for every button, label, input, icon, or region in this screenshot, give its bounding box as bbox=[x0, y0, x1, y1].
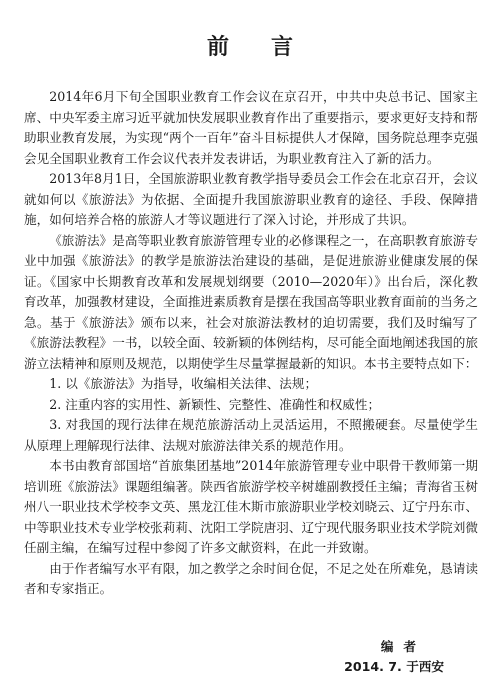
feature-item-1: 1. 以《旅游法》为指导，收编相关法律、法规； bbox=[49, 376, 318, 391]
feature-list bbox=[24, 374, 478, 456]
preface-body bbox=[24, 87, 478, 600]
signature-block bbox=[344, 637, 444, 677]
paragraph-3: 《旅游法》是高等职业教育旅游管理专业的必修课程之一，在高职教育旅游专业中加强《旅游法》的教学是旅游法治建设的基础，是促进旅游业健康发展的保证。《国家中长期教育改革和发展规划纲要（2010—2020年）》出台后，深化教育改革，加强教材建设，全面推进素质教育是摆在我国高等职业教育面前的当务之急。基于《旅游法》颁布以来，社会对旅游法教材的迫切需要，我们及时编写了《旅游法教程》一书，以较全面、较新颖的体例结构，尽可能全面地阐述我国的旅游立法精神和原则及规范，以期使学生尽量掌握最新的知识。本书主要特点如下： bbox=[24, 232, 478, 371]
page-title bbox=[24, 30, 478, 61]
preface-page bbox=[24, 30, 478, 600]
signature-date-place: 2014. 7. 于西安 bbox=[344, 659, 444, 674]
paragraph-apology: 由于作者编写水平有限，加之教学之余时间仓促，不足之处在所难免，恳请读者和专家指正。 bbox=[24, 560, 478, 596]
paragraph-authors: 本书由教育部国培“首旅集团基地”2014年旅游管理专业中职骨干教师第一期培训班《旅游法》课题组编著。陕西省旅游学校辛树雄副教授任主编；青海省玉树州八一职业技术学校李文英、黑龙江佳木斯市旅游职业学校刘晓云、辽宁丹东市、中等职业技术专业学校张莉莉、沈阳工学院唐羽、辽宁现代服务职业技术学院刘微任副主编，在编写过程中参阅了许多文献资料，在此一并致谢。 bbox=[24, 458, 478, 555]
paragraph-1: 2014年6月下旬全国职业教育工作会议在京召开，中共中央总书记、国家主席、中央军委主席习近平就加快发展职业教育作出了重要指示，要求更好支持和帮助职业教育发展，为实现“两个一百年”奋斗目标提供人才保障，国务院总理李克强会见全国职业教育工作会议代表并发表讲话，为职业教育注入了新的活力。 bbox=[24, 89, 478, 166]
title-char-1: 前 bbox=[206, 35, 231, 60]
paragraph-2: 2013年8月1日，全国旅游职业教育教学指导委员会工作会在北京召开，会议就如何以《旅游法》为依据、全面提升我国旅游职业教育的途径、手段、保障措施，如何培养合格的旅游人才等议题进行了深入讨论，并形成了共识。 bbox=[24, 171, 478, 227]
title-char-2: 言 bbox=[271, 35, 296, 60]
feature-item-2: 2. 注重内容的实用性、新颖性、完整性、准确性和权威性； bbox=[49, 396, 381, 412]
feature-item-3: 3. 对我国的现行法律在规范旅游活动上灵活运用，不照搬硬套。尽量使学生从原理上理解现行法律、法规对旅游法律关系的规范作用。 bbox=[24, 417, 478, 453]
signature-editors: 编者 bbox=[380, 639, 426, 654]
